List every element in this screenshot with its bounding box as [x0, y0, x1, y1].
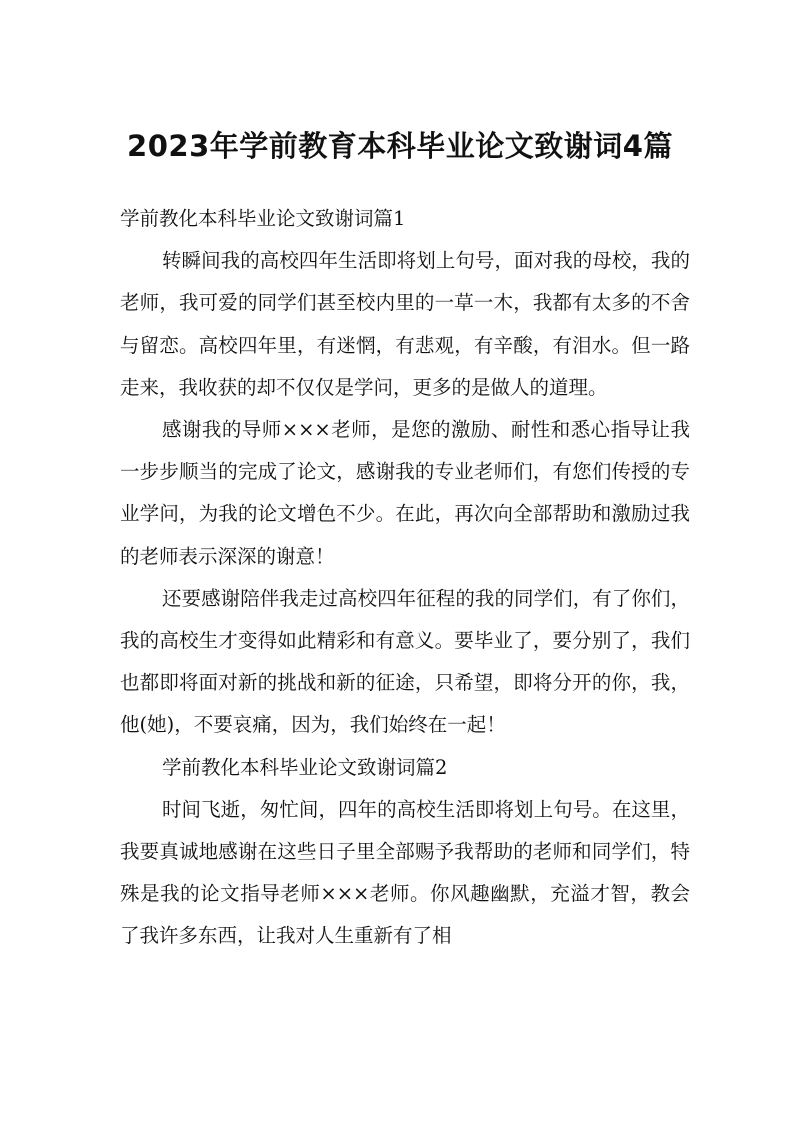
section-heading-2: 学前教化本科毕业论文致谢词篇2 [162, 755, 448, 779]
document-body [120, 198, 690, 958]
paragraph-1-2: 感谢我的导师×××老师，是您的激励、耐性和悉心指导让我一步步顺当的完成了论文，感谢我的专业老师们，有您们传授的专业学问，为我的论文增色不少。在此，再次向全部帮助和激励过我的老师表示深深的谢意！ [120, 418, 690, 568]
paragraph-1-3: 还要感谢陪伴我走过高校四年征程的我的同学们，有了你们，我的高校生才变得如此精彩和有意义。要毕业了，要分别了，我们也都即将面对新的挑战和新的征途，只希望，即将分开的你，我，他(她)，不要哀痛，因为，我们始终在一起！ [120, 586, 690, 737]
paragraph-2-1: 时间飞逝，匆忙间，四年的高校生活即将划上句号。在这里，我要真诚地感谢在这些日子里全部赐予我帮助的老师和同学们，特殊是我的论文指导老师×××老师。你风趣幽默，充溢才智，教会了我许多东西，让我对人生重新有了相 [120, 797, 690, 948]
document-title: 2023年学前教育本科毕业论文致谢词4篇 [127, 129, 673, 163]
paragraph-1-1: 转瞬间我的高校四年生活即将划上句号，面对我的母校，我的老师，我可爱的同学们甚至校内里的一草一木，我都有太多的不舍与留恋。高校四年里，有迷惘，有悲观，有辛酸，有泪水。但一路走来，我收获的却不仅仅是学问，更多的是做人的道理。 [120, 249, 690, 399]
section-heading-1: 学前教化本科毕业论文致谢词篇1 [120, 207, 406, 230]
